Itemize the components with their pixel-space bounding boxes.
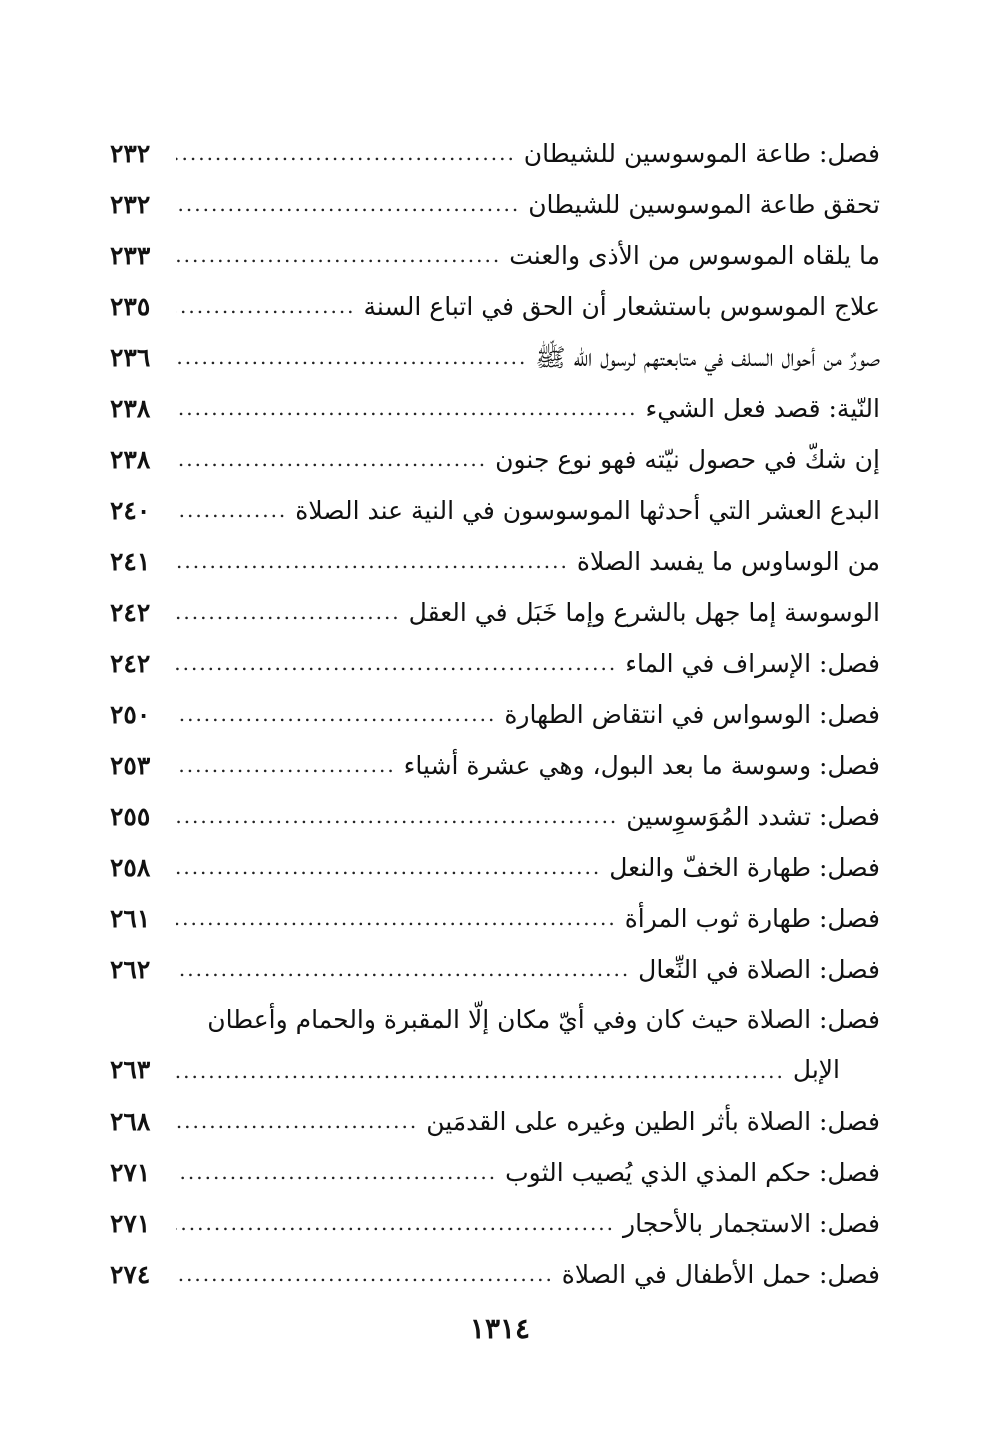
dot-leader [176,536,569,587]
dot-leader [176,485,287,536]
toc-entry [110,842,880,893]
dot-leader [176,383,638,434]
toc-entry [110,434,880,485]
toc-entry-title: فصل: تشدد المُوَسوِسين [626,802,880,831]
toc-entry [110,740,880,791]
toc-entry [110,1198,880,1249]
dot-leader [176,1147,497,1198]
toc-entry-title: الوسوسة إما جهل بالشرع وإما خَبَل في العقل [408,598,880,627]
toc-entry [110,791,880,842]
toc-entry [110,689,880,740]
toc-entry [110,1096,880,1147]
toc-entry-page-number: ٢٣٨ [110,445,151,474]
toc-entry-page-number: ٢٥٠ [110,700,151,729]
table-of-contents [110,128,880,1300]
toc-entry-title: فصل: وسوسة ما بعد البول، وهي عشرة أشياء [403,751,880,780]
toc-entry [110,638,880,689]
dot-leader [176,587,401,638]
toc-entry-title: علاج الموسوس باستشعار أن الحق في اتباع السنة [363,292,880,321]
toc-entry-title: الإبل [792,1055,840,1084]
dot-leader [176,740,396,791]
toc-entry [110,587,880,638]
toc-entry [110,1249,880,1300]
toc-entry [110,281,880,332]
toc-entry-title: فصل: الاستجمار بالأحجار [623,1209,880,1238]
toc-entry-title: فصل: حكم المذي الذي يُصيب الثوب [505,1158,880,1187]
toc-entry-title: فصل: طهارة الخفّ والنعل [609,853,880,882]
dot-leader [176,281,356,332]
toc-entry-page-number: ٢٥٨ [110,853,151,882]
dot-leader [176,791,618,842]
toc-entry-page-number: ٢٣٢ [110,190,151,219]
toc-entry-page-number: ٢٧١ [110,1158,151,1187]
toc-entry [110,944,880,995]
dot-leader [176,1249,554,1300]
dot-leader [176,230,501,281]
toc-entry [110,179,880,230]
toc-entry [110,1147,880,1198]
toc-entry-title: فصل: الإسراف في الماء [625,649,880,678]
toc-entry-page-number: ٢٥٣ [110,751,151,780]
toc-entry-title: فصل: طاعة الموسوسين للشيطان [523,139,880,168]
toc-entry-page-number: ٢٦١ [110,904,151,933]
toc-entry-title: فصل: طهارة ثوب المرأة [624,904,880,933]
toc-entry-page-number: ٢٦٨ [110,1107,151,1136]
toc-entry-page-number: ٢٣٦ [110,343,151,372]
toc-entry-title: من الوساوس ما يفسد الصلاة [576,547,880,576]
toc-entry-title: إن شكّ في حصول نيّته فهو نوع جنون [495,445,880,474]
dot-leader [176,332,527,383]
toc-entry-page-number: ٢٤٠ [110,496,151,525]
toc-entry-page-number: ٢٦٢ [110,955,151,984]
toc-entry [110,485,880,536]
toc-entry-title: فصل: الصلاة بأثر الطين وغيره على القدمَين [426,1107,880,1136]
toc-entry-page-number: ٢٧٤ [110,1260,151,1289]
toc-entry-page-number: ٢٤٢ [110,649,151,678]
dot-leader [176,1096,418,1147]
toc-entry [110,383,880,434]
dot-leader [176,128,516,179]
dot-leader [176,893,617,944]
toc-entry-page-number: ٢٣٨ [110,394,151,423]
dot-leader [176,689,496,740]
toc-entry-page-number: ٢٧١ [110,1209,151,1238]
dot-leader [176,638,617,689]
toc-entry-title: صورٌ من أحوال السلف في متابعتهم لرسول الله ﷺ [535,343,880,372]
toc-entry-title: ما يلقاه الموسوس من الأذى والعنت [509,241,880,270]
toc-entry-title: فصل: الصلاة حيث كان وفي أيّ مكان إلّا المقبرة والحمام وأعطان [207,1005,880,1034]
toc-entry-title: البدع العشر التي أحدثها الموسوسون في النية عند الصلاة [295,496,880,525]
toc-entry-page-number: ٢٦٣ [110,1055,151,1084]
toc-entry-wrapped-line2 [110,1044,880,1096]
toc-entry-title: فصل: الصلاة في النِّعال [638,955,880,984]
toc-entry [110,128,880,179]
toc-entry-page-number: ٢٤٢ [110,598,151,627]
toc-entry [110,230,880,281]
toc-entry-page-number: ٢٣٢ [110,139,151,168]
dot-leader [176,1045,785,1096]
toc-entry-page-number: ٢٣٥ [110,292,151,321]
dot-leader [176,434,487,485]
dot-leader [176,842,601,893]
toc-entry-page-number: ٢٤١ [110,547,151,576]
toc-entry-title: تحقق طاعة الموسوسين للشيطان [528,190,880,219]
dot-leader [176,1198,615,1249]
toc-entry-page-number: ٢٣٣ [110,241,151,270]
toc-entry [110,893,880,944]
toc-entry [110,536,880,587]
toc-entry-title: فصل: الوسواس في انتقاض الطهارة [504,700,880,729]
toc-entry-title: فصل: حمل الأطفال في الصلاة [561,1260,880,1289]
page-number: ١٣١٤ [469,1312,531,1345]
toc-entry-page-number: ٢٥٥ [110,802,151,831]
toc-entry [110,332,880,383]
dot-leader [176,179,520,230]
toc-entry-title: النّية: قصد فعل الشيء [645,394,880,423]
dot-leader [176,944,630,995]
toc-entry-wrapped-line1 [110,995,880,1044]
